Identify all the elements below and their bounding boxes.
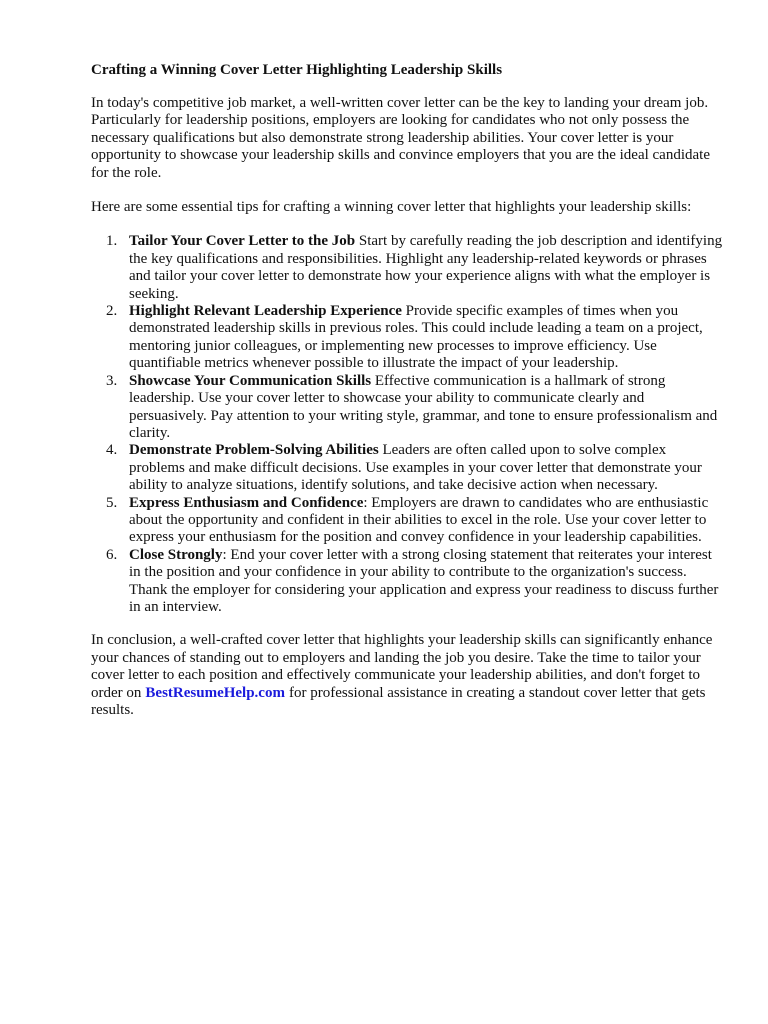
tip-item-4 [91, 442, 723, 494]
tip-body: Leaders are often called upon to solve complex problems and make difficult decisions. Use examples in your cover letter that demonstrate your ability to analyze situations, identify solutions, and take decisive action when necessary. [129, 442, 702, 494]
tip-number: 1. [106, 233, 118, 250]
tip-heading: Tailor Your Cover Letter to the Job [129, 233, 356, 250]
tip-number: 3. [106, 372, 118, 389]
tip-body: End your cover letter with a strong closing statement that reiterates your interest in the position and your confidence in your ability to contribute to the organization's success. Thank the employer for considering your application and express your readiness to discuss further in an interview. [129, 546, 719, 615]
tips-intro-paragraph: Here are some essential tips for crafting a winning cover letter that highlights your leadership skills: [91, 199, 692, 216]
conclusion-text-before-link: In conclusion, a well-crafted cover letter that highlights your leadership skills can significantly enhance your chances of standing out to employers and landing the job you desire. Take the time to tailor your cover letter to each position and effectively communicate your leadership abilities, and don't forget to order on [91, 632, 713, 701]
tip-item-2 [91, 303, 723, 373]
tip-heading: Showcase Your Communication Skills [129, 372, 372, 389]
document-title: Crafting a Winning Cover Letter Highlighting Leadership Skills [91, 62, 503, 78]
best-resume-help-link[interactable]: BestResumeHelp.com [145, 684, 285, 701]
tip-item-6 [91, 547, 723, 617]
tip-item-1 [91, 233, 723, 303]
tip-separator: : [222, 546, 231, 563]
tips-list [91, 233, 723, 616]
tip-heading: Highlight Relevant Leadership Experience [129, 303, 402, 320]
tip-body: Start by carefully reading the job description and identifying the key qualifications and responsibilities. Highlight any leadership-related keywords or phrases and tailor your cover letter to demonstrate how your experience aligns with what the employer is seeking. [129, 233, 723, 302]
document-page [91, 61, 723, 736]
tip-number: 6. [106, 546, 118, 563]
conclusion-paragraph [91, 632, 723, 719]
tip-number: 5. [106, 494, 118, 511]
tip-heading: Demonstrate Problem-Solving Abilities [129, 442, 379, 459]
intro-paragraph: In today's competitive job market, a well-written cover letter can be the key to landing your dream job. Particularly for leadership positions, employers are looking for candidates who not only possess the necessary qualifications but also demonstrate strong leadership abilities. Your cover letter is your opportunity to showcase your leadership skills and convince employers that you are the ideal candidate for the role. [91, 95, 710, 181]
tip-item-3 [91, 373, 723, 443]
tip-number: 4. [106, 442, 118, 459]
tip-body: Employers are drawn to candidates who are enthusiastic about the opportunity and confident in their abilities to excel in the role. Use your cover letter to express your enthusiasm for the position and convey confidence in your leadership capabilities. [129, 494, 709, 546]
tip-item-5 [91, 495, 723, 547]
conclusion-text-after-link: for professional assistance in creating a standout cover letter that gets results. [91, 684, 706, 718]
tip-separator: : [363, 494, 372, 511]
tip-body: Provide specific examples of times when you demonstrated leadership skills in previous roles. This could include leading a team on a project, mentoring junior colleagues, or implementing new processes to improve efficiency. Use quantifiable metrics whenever possible to illustrate the impact of your leadership. [129, 303, 703, 372]
tip-heading: Close Strongly [129, 546, 223, 563]
tip-body: Effective communication is a hallmark of strong leadership. Use your cover letter to showcase your ability to communicate clearly and persuasively. Pay attention to your writing style, grammar, and tone to ensure professionalism and clarity. [129, 372, 718, 441]
tip-heading: Express Enthusiasm and Confidence [129, 494, 364, 511]
tip-number: 2. [106, 303, 118, 320]
